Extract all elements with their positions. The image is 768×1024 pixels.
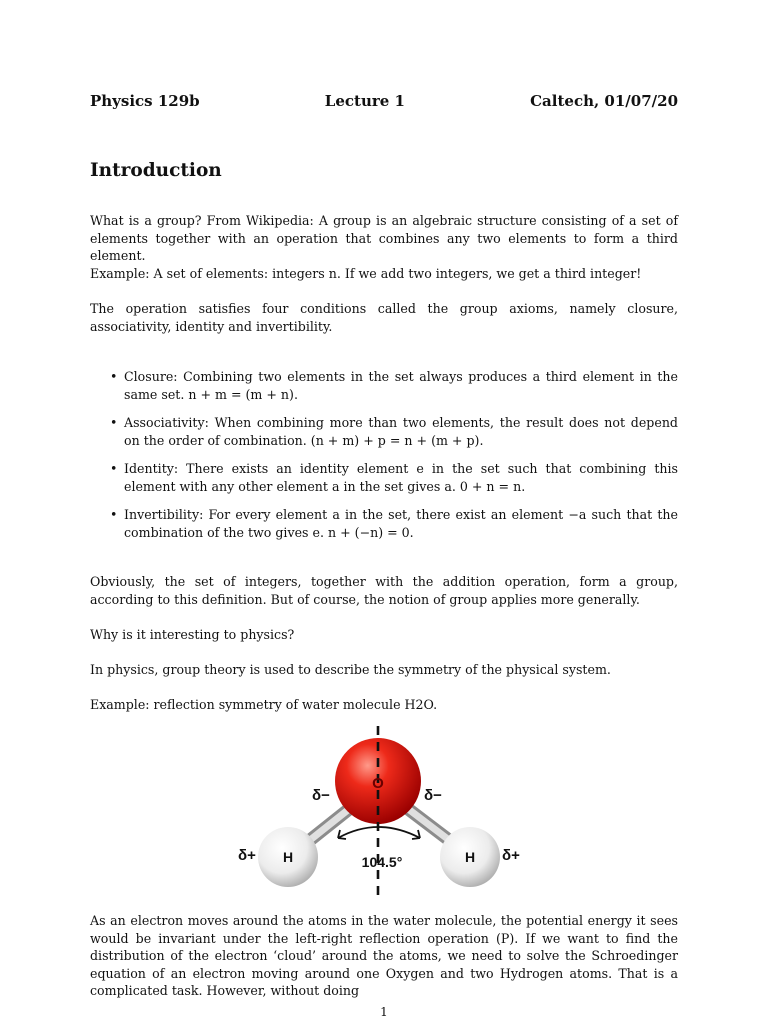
water-molecule-figure [238, 726, 530, 896]
paragraph-water-example: Example: reflection symmetry of water molecule H2O. [90, 697, 438, 712]
axiom-text: Associativity: When combining more than two elements, the result does not depend on the order of combination. (n + m) + p = n + (m + p). [124, 415, 678, 448]
axiom-invertibility [106, 506, 678, 541]
paragraph-electron-symmetry: As an electron moves around the atoms in the water molecule, the potential energy it sees would be invariant under the left-right reflection operation (P). If we want to find the distribution of the electron ‘cloud’ around the atoms, we need to solve the Schroedinger equation of an electron moving around one Oxygen and two Hydrogen atoms. That is a complicated task. However, without doing [90, 913, 678, 998]
bond-angle-label: 104.5° [361, 854, 403, 870]
paragraph-group-definition: What is a group? From Wikipedia: A group is an algebraic structure consisting of a set of elements together with an operation that combines any two elements to form a third element. [90, 213, 678, 263]
lecture-number: Lecture 1 [324, 92, 405, 110]
page-number: 1 [380, 1005, 388, 1019]
axiom-closure [106, 368, 678, 403]
paragraph-integer-example: Example: A set of elements: integers n. If we add two integers, we get a third integer! [90, 266, 642, 281]
axiom-text: Identity: There exists an identity element e in the set such that combining this element with any other element a in the set gives a. 0 + n = n. [124, 461, 678, 494]
hydrogen-right-label: H [464, 849, 476, 865]
delta-minus-left: δ− [312, 787, 330, 804]
page-header [90, 92, 678, 110]
axiom-text: Invertibility: For every element a in the set, there exist an element −a such that the combination of the two gives e. n + (−n) = 0. [124, 507, 678, 540]
paragraph-why-physics: Why is it interesting to physics? [90, 627, 295, 642]
hydrogen-left-label: H [282, 849, 294, 865]
paragraph-symmetry: In physics, group theory is used to describe the symmetry of the physical system. [90, 662, 611, 677]
section-title: Introduction [90, 160, 222, 181]
axiom-identity [106, 460, 678, 495]
axiom-list [106, 368, 678, 541]
axiom-text: Closure: Combining two elements in the set always produces a third element in the same set. n + m = (m + n). [124, 369, 678, 402]
bullet-marker: • [110, 507, 118, 522]
paragraph-group-axioms: The operation satisfies four conditions called the group axioms, namely closure, associativity, identity and invertibility. [90, 301, 678, 334]
paragraph-integers-form-group: Obviously, the set of integers, together with the addition operation, form a group, according to this definition. But of course, the notion of group applies more generally. [90, 574, 678, 607]
delta-plus-right: δ+ [502, 847, 520, 864]
bullet-marker: • [110, 369, 118, 384]
oxygen-label: O [372, 775, 384, 792]
axiom-associativity [106, 414, 678, 449]
course-name: Physics 129b [90, 92, 200, 110]
bullet-marker: • [110, 415, 118, 430]
bullet-marker: • [110, 461, 118, 476]
delta-minus-right: δ− [424, 787, 442, 804]
lecture-date: Caltech, 01/07/20 [530, 92, 678, 110]
delta-plus-left: δ+ [238, 847, 256, 864]
